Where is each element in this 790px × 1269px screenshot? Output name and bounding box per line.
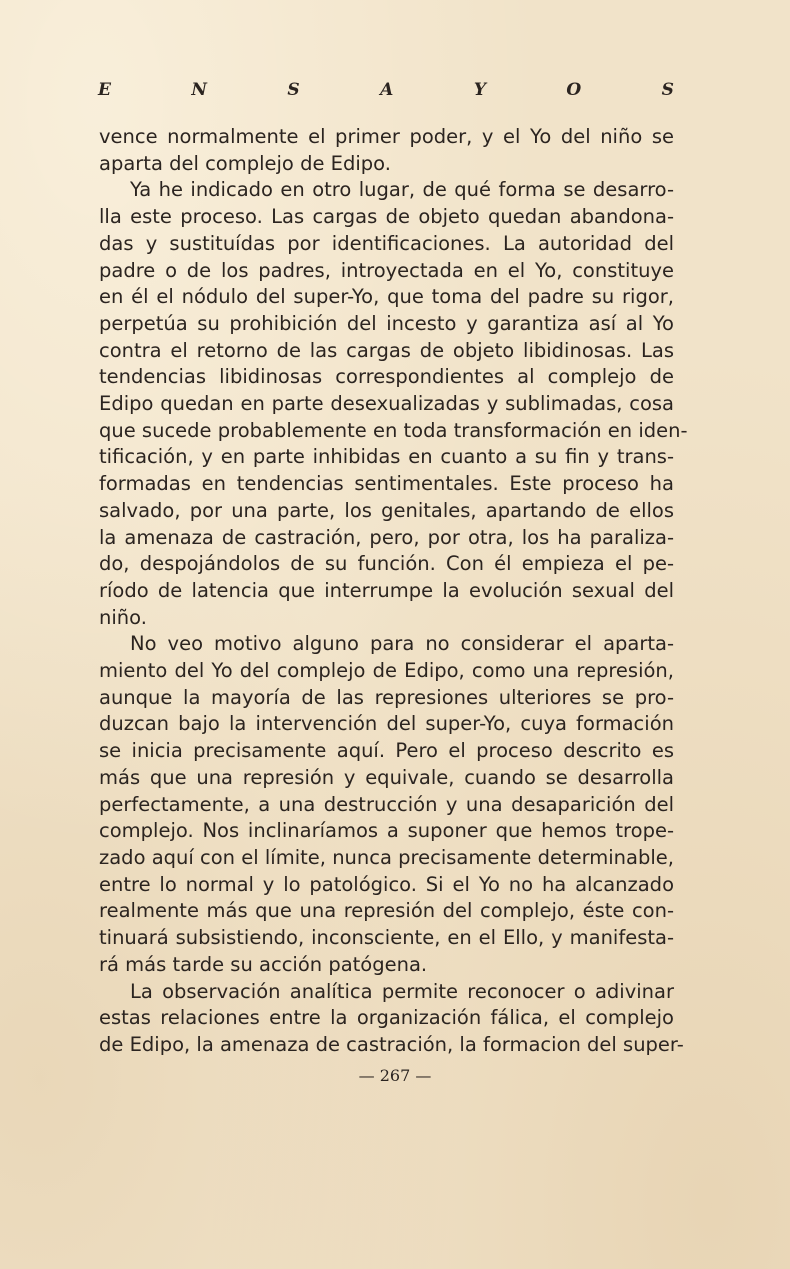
text-line: de Edipo, la amenaza de castración, la formacion del super- bbox=[99, 1032, 684, 1056]
text-line: No veo motivo alguno para no considerar el aparta- bbox=[130, 632, 674, 656]
body-text bbox=[99, 124, 688, 1059]
text-line: entre lo normal y lo patológico. Si el Yo no ha alcanzado bbox=[99, 872, 674, 896]
text-line: aunque la mayoría de las represiones ulteriores se pro- bbox=[99, 685, 674, 709]
text-line: tinuará subsistiendo, inconsciente, en el Ello, y manifesta- bbox=[99, 926, 674, 950]
text-line: niño. bbox=[99, 605, 147, 629]
text-line: contra el retorno de las cargas de objeto libidinosas. Las bbox=[99, 338, 674, 362]
text-line: rá más tarde su acción patógena. bbox=[99, 952, 428, 976]
text-line: La observación analítica permite reconocer o adivinar bbox=[130, 979, 674, 1003]
text-line: salvado, por una parte, los genitales, apartando de ellos bbox=[99, 498, 674, 522]
text-line: tificación, y en parte inhibidas en cuanto a su fin y trans- bbox=[99, 445, 674, 469]
text-line: Edipo quedan en parte desexualizadas y sublimadas, cosa bbox=[99, 392, 674, 416]
text-line: la amenaza de castración, pero, por otra, los ha paraliza- bbox=[99, 525, 674, 549]
running-head-letter: Y bbox=[473, 80, 486, 100]
running-head-letter: S bbox=[287, 80, 300, 100]
text-line: miento del Yo del complejo de Edipo, como una represión, bbox=[99, 659, 674, 683]
text-line: complejo. Nos inclinaríamos a suponer que hemos trope- bbox=[99, 819, 674, 843]
text-line: vence normalmente el primer poder, y el Yo del niño se bbox=[99, 125, 674, 148]
text-line: estas relaciones entre la organización fálica, el complejo bbox=[99, 1006, 674, 1030]
text-line: perpetúa su prohibición del incesto y garantiza así al Yo bbox=[99, 311, 674, 335]
text-line: das y sustituídas por identificaciones. La autoridad del bbox=[99, 231, 674, 255]
running-head bbox=[98, 77, 674, 103]
running-head-letter: O bbox=[566, 80, 582, 100]
text-line: perfectamente, a una destrucción y una desaparición del bbox=[99, 792, 674, 816]
text-line: lla este proceso. Las cargas de objeto quedan abandona- bbox=[99, 205, 674, 229]
text-line: aparta del complejo de Edipo. bbox=[99, 151, 391, 175]
running-head-letter: N bbox=[191, 80, 207, 100]
text-line: que sucede probablemente en toda transformación en iden- bbox=[99, 418, 688, 442]
text-line: Ya he indicado en otro lugar, de qué forma se desarro- bbox=[130, 178, 674, 202]
text-line: tendencias libidinosas correspondientes al complejo de bbox=[99, 365, 674, 389]
text-line: ríodo de latencia que interrumpe la evolución sexual del bbox=[99, 578, 674, 602]
running-head-letter: A bbox=[380, 80, 394, 100]
text-line: duzcan bajo la intervención del super-Yo, cuya formación bbox=[99, 712, 674, 736]
text-line: padre o de los padres, introyectada en el Yo, constituye bbox=[99, 258, 674, 282]
text-line: formadas en tendencias sentimentales. Este proceso ha bbox=[99, 472, 674, 496]
text-line: zado aquí con el límite, nunca precisamente determinable, bbox=[99, 845, 674, 869]
text-line: do, despojándolos de su función. Con él empieza el pe- bbox=[99, 552, 674, 576]
text-line: más que una represión y equivale, cuando se desarrolla bbox=[99, 765, 674, 789]
text-line: se inicia precisamente aquí. Pero el proceso descrito es bbox=[99, 739, 674, 763]
running-head-letter: S bbox=[661, 80, 674, 100]
page-number: — 267 — bbox=[358, 1066, 432, 1085]
text-line: realmente más que una represión del complejo, éste con- bbox=[99, 899, 674, 923]
running-head-letter: E bbox=[98, 80, 111, 100]
text-line: en él el nódulo del super-Yo, que toma del padre su rigor, bbox=[99, 285, 674, 309]
